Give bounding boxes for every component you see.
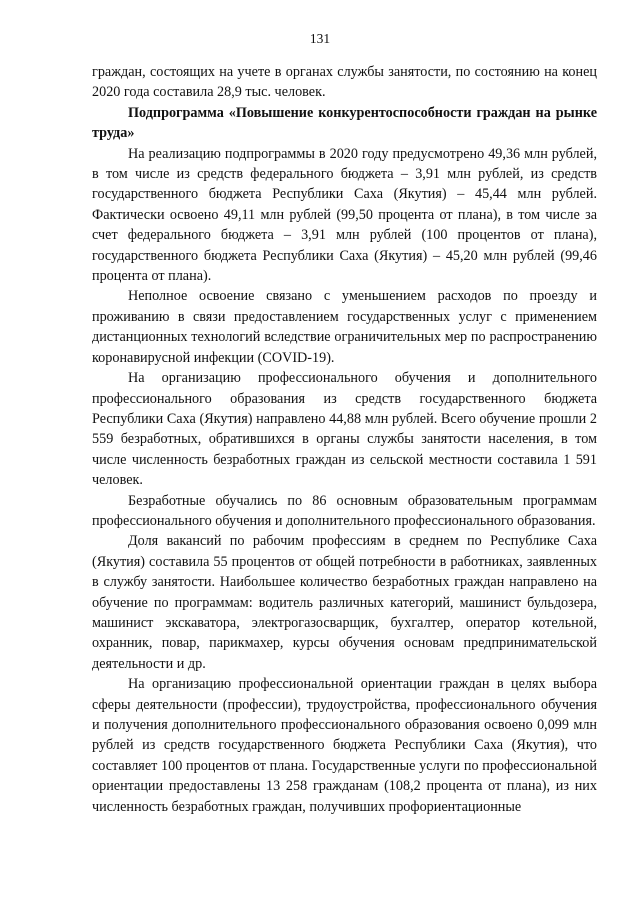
paragraph-career-guidance: На организацию профессиональной ориентации граждан в целях выбора сферы деятельности (профессии), трудоустройства, профессионального обучения и получения дополнительного профессионального образования освоено 0,099 млн рублей из средств государственного бюджета Республики Саха (Якутия), что составляет 100 процентов от плана. Государственные услуги по профессиональной ориентации предоставлены 13 258 гражданам (108,2 процента от плана), из них численность безработных граждан, получивших профориентационные (92, 676, 597, 815)
paragraph-funding: На реализацию подпрограммы в 2020 году предусмотрено 49,36 млн рублей, в том числе из средств федерального бюджета – 3,91 млн рублей, из средств государственного бюджета Республики Саха (Якутия) – 45,44 млн рублей. Фактически освоено 49,11 млн рублей (99,50 процента от плана), в том числе за счет федерального бюджета – 3,91 млн рублей (100 процентов от плана), государственного бюджета Республики Саха (Якутия) – 45,20 млн рублей (99,46 процента от плана). (92, 145, 597, 285)
paragraph-training: На организацию профессионального обучения и дополнительного профессионального образования из средств государственного бюджета Республики Саха (Якутия) направлено 44,88 млн рублей. Всего обучение прошли 2 559 безработных, обратившихся в органы службы занятости населения, в том числе численность безработных граждан из сельской местности составила 1 591 человек. (92, 370, 597, 489)
paragraph-programs: Безработные обучались по 86 основным образовательным программам профессионального обучения и дополнительного профессионального образования. (92, 492, 597, 529)
paragraph-continuation: граждан, состоящих на учете в органах службы занятости, по состоянию на конец 2020 года составила 28,9 тыс. человек. (92, 64, 597, 101)
page-number: 131 (309, 31, 331, 46)
paragraph-underspending: Неполное освоение связано с уменьшением расходов по проезду и проживанию в связи предоставлением государственных услуг с применением дистанционных технологий вследствие ограничительных мер по распространению коронавирусной инфекции (COVID-19). (92, 288, 597, 366)
document-body (92, 62, 597, 817)
paragraph-vacancies: Доля вакансий по рабочим профессиям в среднем по Республике Саха (Якутия) составила 55 процентов от общей потребности в работниках, заявленных в службу занятости. Наибольшее количество безработных граждан направлено на обучение по программам: водитель различных категорий, машинист бульдозера, машинист экскаватора, электрогазосварщик, бухгалтер, оператор котельной, охранник, повар, парикмахер, курсы обучения основам предпринимательской деятельности и др. (92, 533, 597, 672)
subprogram-heading: Подпрограмма «Повышение конкурентоспособности граждан на рынке труда» (92, 104, 597, 142)
